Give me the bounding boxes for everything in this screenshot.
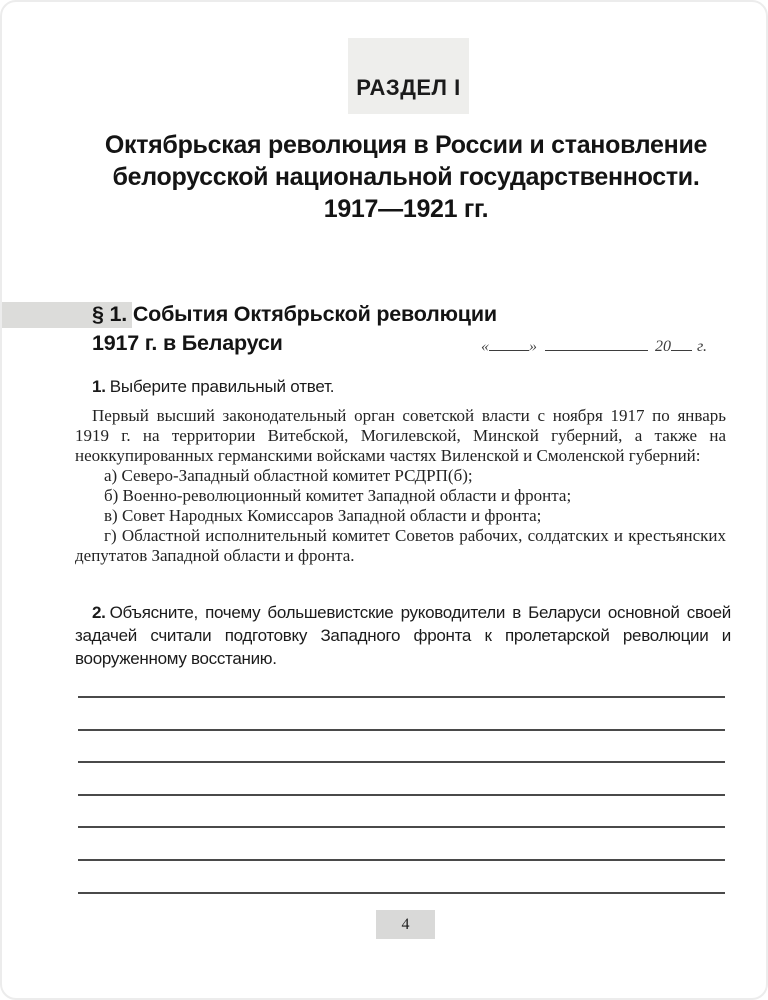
question-1-intro: Первый высший законодательный орган советской власти с ноября 1917 по январь 1919 г. на территории Витебской, Могилевской, Минской губерний, а также на неоккупированных германскими войсками частях Виленской и Смоленской губерний: <box>75 406 726 465</box>
date-year-prefix: 20 <box>655 338 671 355</box>
question-1-option-g: г) Областной исполнительный комитет Советов рабочих, солдатских и крестьянских депутатов Западной области и фронта. <box>75 526 726 565</box>
question-1-number: 1. <box>92 377 106 396</box>
question-2-text: Объясните, почему большевистские руководители в Беларуси основной своей задачей считали подготовку Западного фронта к пролетарской революции и вооруженному восстанию. <box>75 603 731 668</box>
date-suffix: г. <box>697 338 708 355</box>
answer-line <box>78 794 725 796</box>
page-number-box <box>376 910 435 939</box>
section-number: § 1. <box>92 302 128 326</box>
chapter-title <box>46 129 766 225</box>
answer-line <box>78 696 725 698</box>
question-1-option-b: б) Военно-революционный комитет Западной области и фронта; <box>104 486 572 505</box>
question-1-option-a: а) Северо-Западный областной комитет РСДРП(б); <box>104 466 473 485</box>
date-day-blank <box>489 336 529 351</box>
page-number: 4 <box>401 915 410 933</box>
section-badge <box>348 38 469 114</box>
question-2-number: 2. <box>92 603 106 622</box>
section-heading-line-2: 1917 г. в Беларуси <box>92 331 283 355</box>
chapter-title-line-2: белорусской национальной государственности. <box>112 163 700 191</box>
chapter-title-line-1: Октябрьская революция в России и становление <box>104 131 708 159</box>
section-badge-label: РАЗДЕЛ I <box>356 75 461 100</box>
answer-line <box>78 761 725 763</box>
date-open-quote: « <box>481 338 489 355</box>
answer-line <box>78 892 725 894</box>
question-1-body <box>75 406 726 566</box>
answer-line <box>78 729 725 731</box>
question-1-prompt <box>92 377 732 397</box>
date-year-blank <box>671 336 692 351</box>
question-1-option-v: в) Совет Народных Комиссаров Западной области и фронта; <box>104 506 542 525</box>
chapter-title-line-3: 1917—1921 гг. <box>323 195 489 223</box>
date-close-quote: » <box>529 338 537 355</box>
question-1-text: Выберите правильный ответ. <box>109 377 335 396</box>
date-month-blank <box>545 336 648 351</box>
question-2 <box>75 601 731 670</box>
answer-line <box>78 826 725 828</box>
answer-line <box>78 859 725 861</box>
date-fill-in-row <box>481 336 707 356</box>
section-heading-line-1: События Октябрьской революции <box>132 302 497 326</box>
